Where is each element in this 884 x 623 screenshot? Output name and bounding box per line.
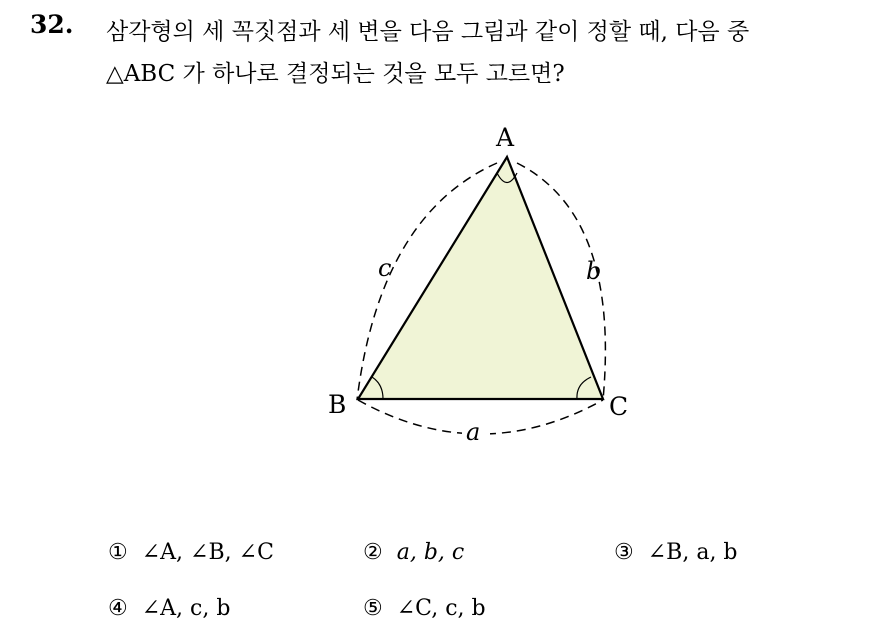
vertex-label-c: C <box>609 392 629 421</box>
question-text-line-2: △ABC 가 하나로 결정되는 것을 모두 고르면? <box>106 61 565 87</box>
side-label-c: c <box>378 254 392 282</box>
choice-4-mark: ④ <box>108 596 128 621</box>
choice-2[interactable] <box>363 540 464 565</box>
vertex-label-b: B <box>328 390 347 419</box>
choice-5-mark: ⑤ <box>363 596 383 621</box>
side-label-b: b <box>586 257 602 285</box>
choice-4[interactable] <box>108 596 230 621</box>
choice-2-text: a, b, c <box>396 540 465 565</box>
choice-3-text: ∠B, a, b <box>647 540 738 565</box>
choice-5-text: ∠C, c, b <box>396 596 486 621</box>
question-text-line-1: 삼각형의 세 꼭짓점과 세 변을 다음 그림과 같이 정할 때, 다음 중 <box>106 19 750 45</box>
choice-2-mark: ② <box>363 540 383 565</box>
choice-5[interactable] <box>363 596 486 621</box>
choice-3-mark: ③ <box>614 540 634 565</box>
vertex-label-a: A <box>496 123 515 152</box>
triangle-abc <box>358 157 603 399</box>
choice-1-text: ∠A, ∠B, ∠C <box>141 540 274 565</box>
question-number: 32. <box>30 10 74 39</box>
side-label-a: a <box>466 418 481 446</box>
choice-4-text: ∠A, c, b <box>141 596 231 621</box>
choice-1-mark: ① <box>108 540 128 565</box>
choice-1[interactable] <box>108 540 274 565</box>
choice-3[interactable] <box>614 540 738 565</box>
